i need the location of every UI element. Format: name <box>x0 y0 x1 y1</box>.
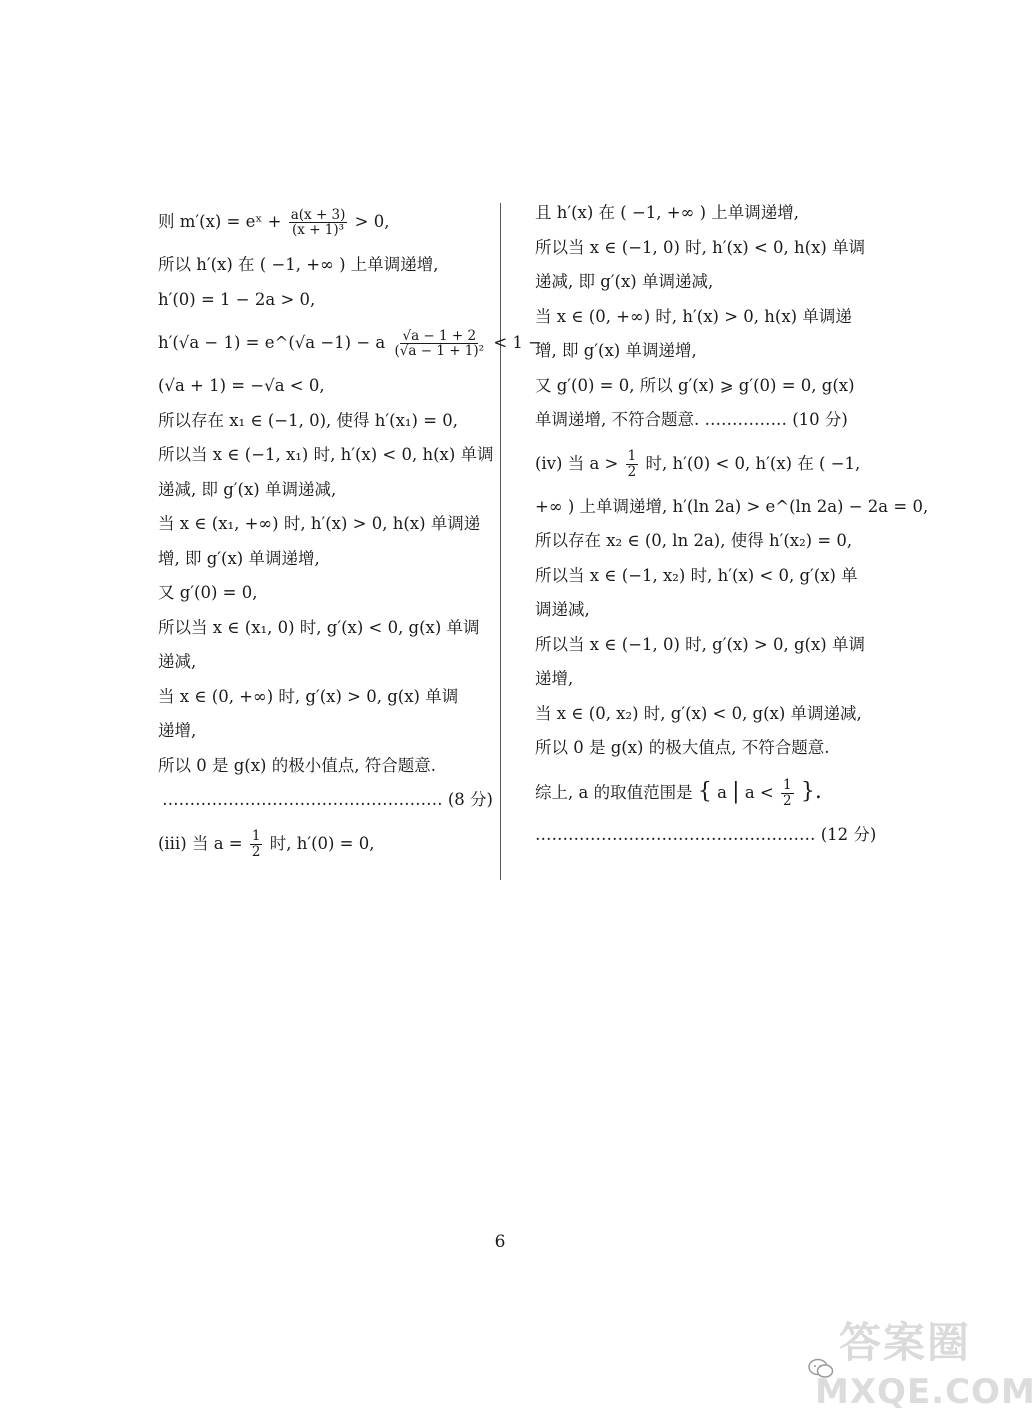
text-line: 递减, <box>158 652 197 671</box>
text-line: 所以当 x ∈ (−1, x₂) 时, h′(x) < 0, g′(x) 单 <box>535 565 858 585</box>
text-line: 所以当 x ∈ (−1, 0) 时, g′(x) > 0, g(x) 单调 <box>535 634 865 654</box>
text-line: 增, 即 g′(x) 单调递增, <box>535 341 697 360</box>
text-line: 当 x ∈ (0, x₂) 时, g′(x) < 0, g(x) 单调递减, <box>535 703 862 723</box>
text-line: 当 x ∈ (x₁, +∞) 时, h′(x) > 0, h(x) 单调递 <box>158 514 481 533</box>
text-line: 递增, <box>158 721 197 740</box>
text-line: 当 x ∈ (0, +∞) 时, g′(x) > 0, g(x) 单调 <box>158 686 459 706</box>
text-line: (ⅳ) 当 a > $\frac{1}{2}$ 时, h′(0) < 0, h′(x) 在 ( −1, <box>535 448 861 480</box>
fraction: $\frac{a(x + 3)}{\text{(x + 1)³}}$ <box>290 206 346 238</box>
left-column <box>158 196 542 870</box>
text-line: (ⅲ) 当 a = $\frac{1}{2}$ 时, h′(0) = 0, <box>158 828 375 860</box>
text-line: 所以存在 x₁ ∈ (−1, 0), 使得 h′(x₁) = 0, <box>158 410 459 430</box>
column-divider <box>500 203 501 880</box>
fraction: $\frac{1}{2}$ <box>627 448 637 480</box>
text-line: 且 h′(x) 在 ( −1, +∞ ) 上单调递增, <box>535 203 800 222</box>
fraction: $\frac{√a - 1 + 2}{\text{(√a − 1 + 1)²}}$ <box>394 327 485 359</box>
text-line: 所以当 x ∈ (x₁, 0) 时, g′(x) < 0, g(x) 单调 <box>158 617 480 637</box>
right-column <box>535 196 929 852</box>
fraction: $\frac{1}{2}$ <box>783 777 792 809</box>
fraction: $\frac{1}{2}$ <box>251 828 261 860</box>
text-line: +∞ ) 上单调递增, h′(ln 2a) > e^(ln 2a) − 2a = 0, <box>535 496 929 516</box>
text-line: 增, 即 g′(x) 单调递增, <box>158 548 320 568</box>
text-line: 当 x ∈ (0, +∞) 时, h′(x) > 0, h(x) 单调递 <box>535 306 852 326</box>
text-line: (√a + 1) = −√a < 0, <box>158 376 325 395</box>
text-line: 调递减, <box>535 600 590 619</box>
score-line: …………………………………………… (8 分) <box>162 790 493 809</box>
text-line: 递减, 即 g′(x) 单调递减, <box>535 272 714 291</box>
text-line: 所以 0 是 g(x) 的极大值点, 不符合题意. <box>535 738 830 757</box>
text-line: h′(0) = 1 − 2a > 0, <box>158 289 316 309</box>
text-line: 又 g′(0) = 0, <box>158 583 258 602</box>
text-line: 单调递增, 不符合题意. …………… (10 分) <box>535 410 848 429</box>
text-line: h′(√a − 1) = e^(√a −1) − a $\frac{√a - 1 + 2}{\text{(√a − 1 + 1)²}}$ < 1 − <box>158 327 542 359</box>
watermark-logo: 答案圈 <box>838 1318 971 1367</box>
text-line: 所以当 x ∈ (−1, 0) 时, h′(x) < 0, h(x) 单调 <box>535 237 866 257</box>
page-number: 6 <box>494 1232 506 1252</box>
text-line: 递增, <box>535 669 574 688</box>
text-line: 所以 h′(x) 在 ( −1, +∞ ) 上单调递增, <box>158 255 439 274</box>
text-line: 则 m′(x) = eˣ + $\frac{a(x + 3)}{\text{(x + 1)³}}$ > 0, <box>158 206 390 238</box>
score-line: …………………………………………… (12 分) <box>535 824 877 844</box>
text-line: 递减, 即 g′(x) 单调递减, <box>158 479 337 499</box>
text-line: 所以当 x ∈ (−1, x₁) 时, h′(x) < 0, h(x) 单调 <box>158 445 494 464</box>
text-line: 所以 0 是 g(x) 的极小值点, 符合题意. <box>158 755 436 775</box>
text-line: 又 g′(0) = 0, 所以 g′(x) ⩾ g′(0) = 0, g(x) <box>535 375 855 395</box>
watermark-url: MXQE.COM <box>815 1372 1036 1412</box>
text-line: 综上, a 的取值范围是 { a | a < $\frac{1}{2}$ }. <box>535 777 822 809</box>
text-line: 所以存在 x₂ ∈ (0, ln 2a), 使得 h′(x₂) = 0, <box>535 531 853 550</box>
